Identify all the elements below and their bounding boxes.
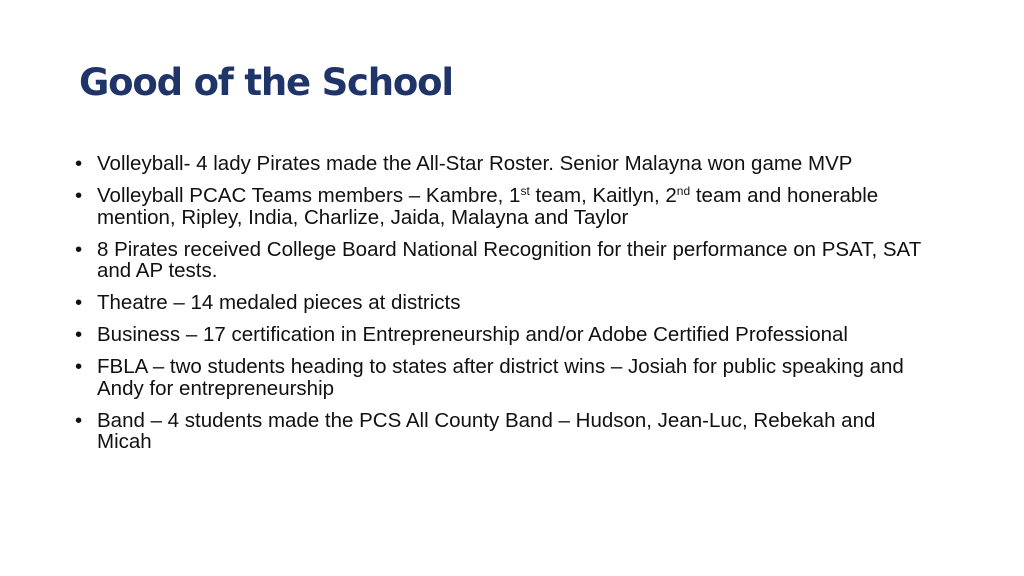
bullet-dot-icon: • — [75, 355, 83, 378]
bullet-dot-icon: • — [75, 408, 83, 432]
bullet-dot-icon: • — [75, 237, 83, 261]
ordinal-suffix: st — [520, 184, 530, 198]
bullet-dot-icon: • — [75, 152, 83, 175]
bullet-list — [75, 153, 935, 463]
bullet-dot-icon: • — [75, 291, 83, 314]
bullet-item-college-board — [75, 239, 935, 282]
slide-title: Good of the School — [79, 61, 453, 104]
bullet-text: Theatre – 14 medaled pieces at districts — [97, 291, 461, 314]
bullet-item-business — [75, 324, 935, 346]
bullet-text: Volleyball- 4 lady Pirates made the All-Star Roster. Senior Malayna won game MVP — [97, 152, 853, 175]
bullet-item-theatre — [75, 292, 935, 314]
bullet-text-part: Volleyball PCAC Teams members – Kambre, 1 — [97, 184, 521, 207]
bullet-text: FBLA – two students heading to states after district wins – Josiah for public speaking and Andy for entrepreneurship — [97, 355, 904, 400]
bullet-item-volleyball-pcac — [75, 185, 935, 228]
bullet-dot-icon: • — [75, 184, 83, 207]
bullet-item-band — [75, 410, 935, 453]
bullet-text: 8 Pirates received College Board National Recognition for their performance on PSAT, SAT and AP tests. — [97, 237, 921, 282]
bullet-item-fbla — [75, 356, 935, 399]
bullet-text-part: team and honerable mention, Ripley, India, Charlize, Jaida, Malayna and Taylor — [97, 184, 879, 229]
bullet-dot-icon: • — [75, 323, 83, 346]
bullet-text: Business – 17 certification in Entrepreneurship and/or Adobe Certified Professional — [97, 323, 848, 346]
bullet-text-part: team, Kaitlyn, 2 — [529, 184, 677, 207]
bullet-item-volleyball-allstar — [75, 153, 935, 175]
ordinal-suffix: nd — [676, 184, 691, 198]
bullet-text: Band – 4 students made the PCS All County Band – Hudson, Jean-Luc, Rebekah and Micah — [97, 408, 876, 453]
